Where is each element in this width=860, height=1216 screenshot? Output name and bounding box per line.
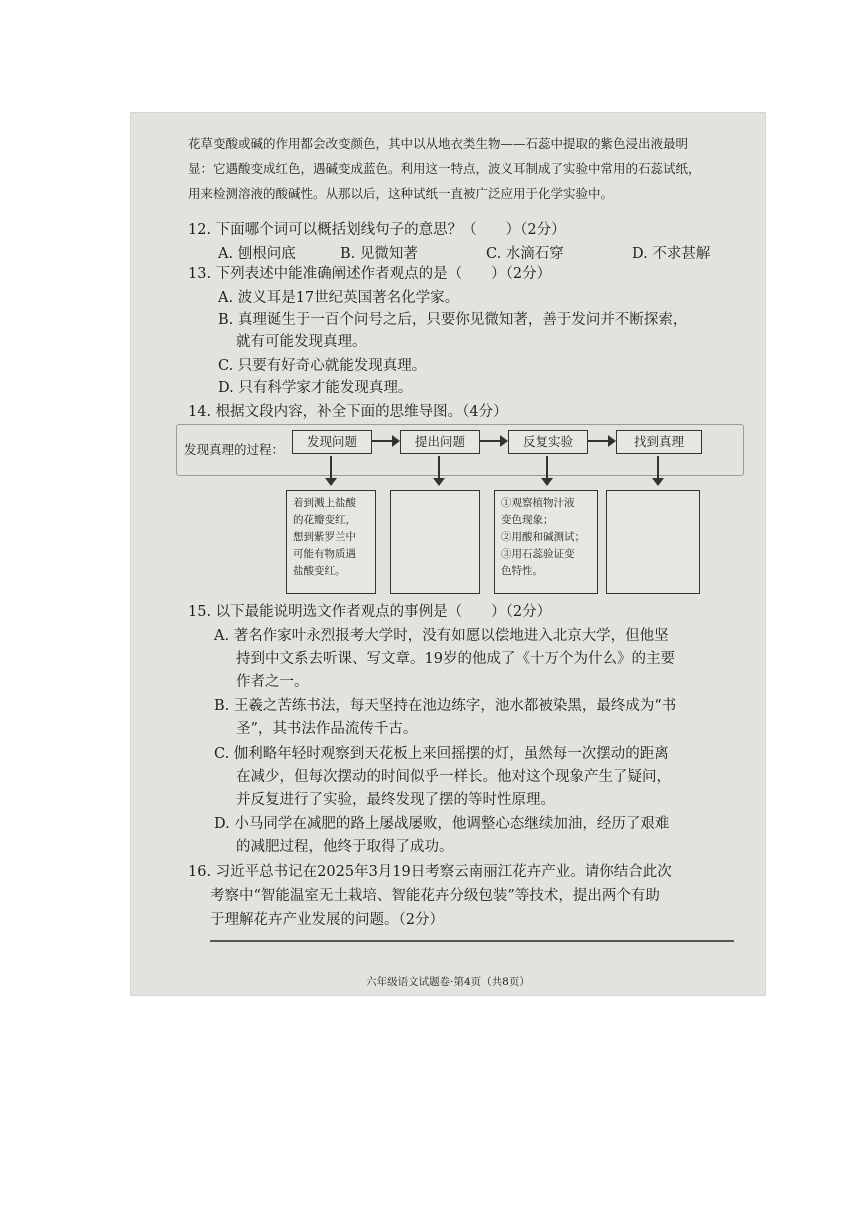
q15-option-d-cont: 的减肥过程，他终于取得了成功。 <box>236 839 454 855</box>
passage-line: 用来检测溶液的酸碱性。从那以后，这种试纸一直被广泛应用于化学实验中。 <box>188 186 614 201</box>
q16-stem: 16. 习近平总书记在2025年3月19日考察云南丽江花卉产业。请你结合此次 <box>188 864 672 880</box>
q15-option-c-cont: 并反复进行了实验，最终发现了摆的等时性原理。 <box>236 792 555 808</box>
answer-box-raise-question[interactable] <box>390 490 480 594</box>
q15-stem: 15. 以下最能说明选文作者观点的事例是（ ）（2分） <box>188 604 552 620</box>
passage-line: 花草变酸或碱的作用都会改变颜色，其中以从地衣类生物——石蕊中提取的紫色浸出液最明 <box>188 136 689 151</box>
q13-option-b: B. 真理诞生于一百个问号之后，只要你见微知著，善于发问并不断探索， <box>218 312 688 328</box>
q12-option-c: C. 水滴石穿 <box>486 246 564 262</box>
q15-option-d: D. 小马同学在减肥的路上屡战屡败，他调整心态继续加油，经历了艰难 <box>214 816 670 832</box>
detail-box-discover: 着到溅上盐酸 的花瓣变红， 想到紫罗兰中 可能有物质遇 盐酸变红。 <box>286 490 376 594</box>
arrow-down-icon <box>546 456 548 484</box>
step-find-truth: 找到真理 <box>616 430 702 454</box>
q15-option-b-cont: 圣”，其书法作品流传千古。 <box>236 721 418 737</box>
q15-option-a-cont: 持到中文系去听课、写文章。19岁的他成了《十万个为什么》的主要 <box>236 651 675 667</box>
q16-stem-cont: 考察中“智能温室无土栽培、智能花卉分级包装”等技术，提出两个有助 <box>210 888 660 904</box>
passage-line: 显：它遇酸变成红色，遇碱变成蓝色。利用这一特点，波义耳制成了实验中常用的石蕊试纸， <box>188 161 701 176</box>
q15-option-c: C. 伽利略年轻时观察到天花板上来回摇摆的灯，虽然每一次摆动的距离 <box>214 746 669 762</box>
arrow-right-icon <box>480 440 506 442</box>
detail-box-experiment: ①观察植物汁液 变色现象； ②用酸和碱测试； ③用石蕊验证变 色特性。 <box>494 490 598 594</box>
answer-line <box>210 940 734 942</box>
q13-option-a: A. 波义耳是17世纪英国著名化学家。 <box>218 290 460 306</box>
q12-option-b: B. 见微知著 <box>340 246 418 262</box>
step-discover-problem: 发现问题 <box>292 430 372 454</box>
q12-stem: 12. 下面哪个词可以概括划线句子的意思？（ ）（2分） <box>188 222 566 238</box>
q15-option-a-cont: 作者之一。 <box>236 674 309 690</box>
mind-map-label: 发现真理的过程： <box>184 442 285 457</box>
exam-page <box>130 112 766 996</box>
q13-option-c: C. 只要有好奇心就能发现真理。 <box>218 358 427 374</box>
step-repeat-experiment: 反复实验 <box>508 430 588 454</box>
arrow-down-icon <box>438 456 440 484</box>
arrow-right-icon <box>588 440 614 442</box>
mind-map <box>176 424 742 590</box>
q13-stem: 13. 下列表述中能准确阐述作者观点的是（ ）（2分） <box>188 266 552 282</box>
page-footer: 六年级语文试题卷·第4页（共8页） <box>366 976 530 988</box>
q13-option-d: D. 只有科学家才能发现真理。 <box>218 380 413 396</box>
q12-option-d: D. 不求甚解 <box>632 246 711 262</box>
q15-option-a: A. 著名作家叶永烈报考大学时，没有如愿以偿地进入北京大学，但他坚 <box>214 628 669 644</box>
step-raise-question: 提出问题 <box>400 430 480 454</box>
q12-option-a: A. 刨根问底 <box>218 246 296 262</box>
arrow-down-icon <box>657 456 659 484</box>
q15-option-b: B. 王羲之苦练书法，每天坚持在池边练字，池水都被染黑，最终成为“书 <box>214 698 677 714</box>
arrow-down-icon <box>330 456 332 484</box>
arrow-right-icon <box>372 440 398 442</box>
q15-option-c-cont: 在减少，但每次摆动的时间似乎一样长。他对这个现象产生了疑问， <box>236 769 671 785</box>
q14-stem: 14. 根据文段内容，补全下面的思维导图。（4分） <box>188 404 508 420</box>
q16-stem-cont: 于理解花卉产业发展的问题。（2分） <box>210 912 444 928</box>
q13-option-b-cont: 就有可能发现真理。 <box>236 334 367 350</box>
answer-box-find-truth[interactable] <box>606 490 700 594</box>
